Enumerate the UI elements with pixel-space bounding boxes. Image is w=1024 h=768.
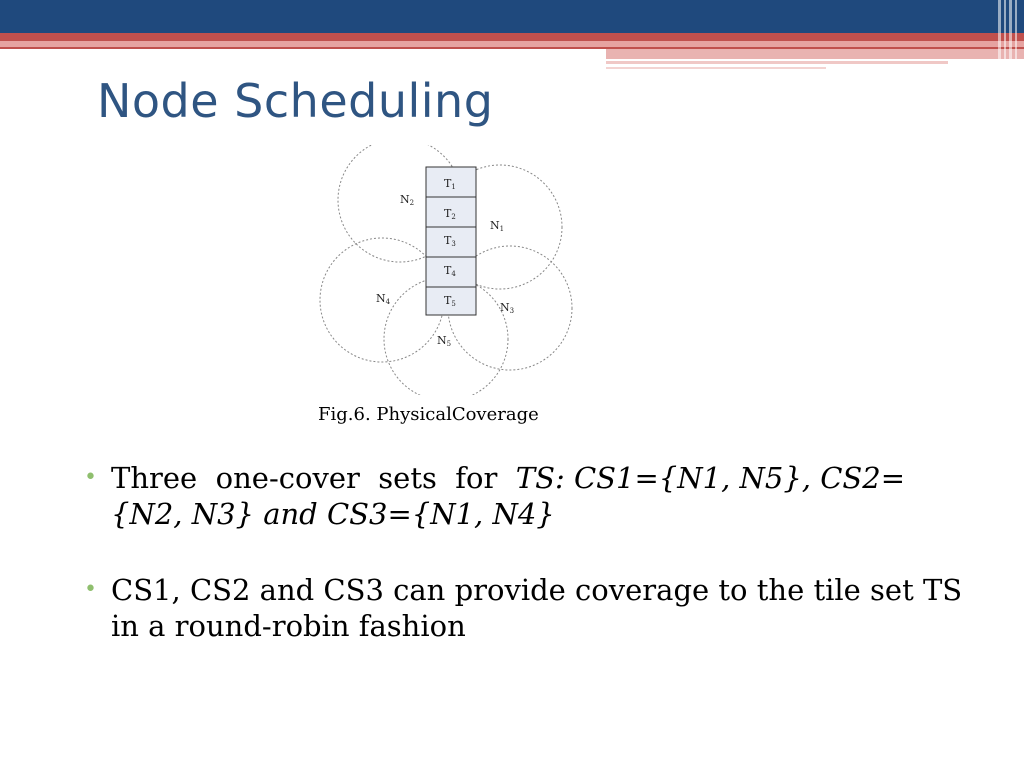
- bullet-list: [84, 460, 964, 644]
- tile-label-1: T1: [444, 177, 456, 191]
- tile-label-5: T5: [444, 294, 456, 308]
- node-label-n4: N4: [376, 292, 391, 306]
- header-line-1: [606, 49, 1024, 59]
- slide-title: Node Scheduling: [97, 74, 494, 128]
- bullet-text: CS1, CS2 and CS3 can provide coverage to the tile set TS in a round-robin fashion: [111, 573, 963, 643]
- node-label-n5: N5: [437, 334, 452, 348]
- bullet-dot-icon: •: [84, 577, 97, 602]
- tile-label-4: T4: [444, 264, 456, 278]
- node-label-n2: N2: [400, 193, 415, 207]
- node-label-n1: N1: [490, 219, 505, 233]
- bullet-text: Three one-cover sets for: [111, 461, 516, 495]
- header-band-right: [606, 49, 1024, 69]
- header-band-pink: [0, 41, 1024, 47]
- bullet-dot-icon: •: [84, 465, 97, 490]
- figure-caption: Fig.6. PhysicalCoverage: [318, 404, 539, 425]
- tile-label-2: T2: [444, 207, 456, 221]
- header-line-3: [606, 67, 826, 69]
- header-band-blue: [0, 0, 1024, 33]
- physical-coverage-figure: [310, 145, 590, 395]
- header-line-2: [606, 61, 948, 64]
- bullet-text-italic: TS: CS1={N1, N5}, CS2={N2, N3} and CS3={N1, N4}: [111, 461, 906, 531]
- bullet-item: [84, 460, 964, 532]
- header-stripes: [994, 0, 1024, 70]
- tile-label-3: T3: [444, 234, 456, 248]
- bullet-item: [84, 572, 964, 644]
- node-label-n3: N3: [500, 301, 515, 315]
